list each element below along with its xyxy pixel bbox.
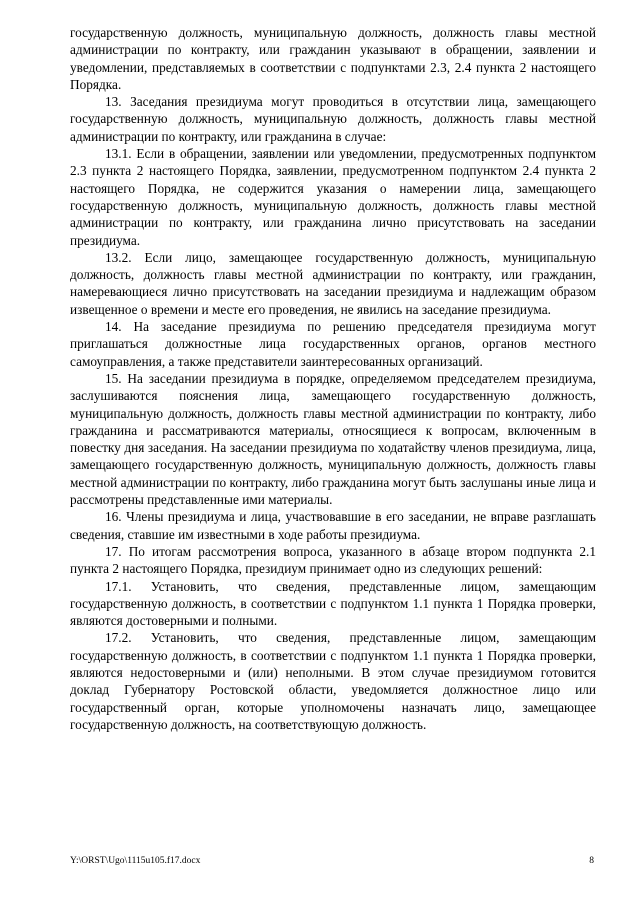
paragraph-17: 17. По итогам рассмотрения вопроса, указанного в абзаце втором подпункта 2.1 пункта 2 настоящего Порядка, президиум принимает одно из следующих решений:	[70, 543, 596, 577]
paragraph-17-1: 17.1. Установить, что сведения, представленные лицом, замещающим государственную должность, в соответствии с подпунктом 1.1 пункта 1 Порядка проверки, являются достоверными и полными.	[70, 578, 596, 629]
paragraph-17-2: 17.2. Установить, что сведения, представленные лицом, замещающим государственную должность, в соответствии с подпунктом 1.1 пункта 1 Порядка проверки, являются недостоверными и (или) неполными. В этом случае президиумом готовится доклад Губернатору Ростовской области, уведомляется должностное лицо или государственный орган, которые уполномочены назначать лицо, замещающее государственную должность, на соответствующую должность.	[70, 630, 596, 732]
page-number: 8	[589, 856, 594, 866]
document-body	[70, 24, 596, 733]
paragraph-15: 15. На заседании президиума в порядке, определяемом председателем президиума, заслушиваются пояснения лица, замещающего государственную должность, муниципальную должность, должность главы местной администрации по контракту, либо гражданина и рассматриваются материалы, относящиеся к вопросам, включенным в повестку дня заседания. На заседании президиума по ходатайству членов президиума, лица, замещающего государственную должность, муниципальную должность, должность главы местной администрации по контракту, либо гражданина могут быть заслушаны иные лица и рассмотрены представленные ими материалы.	[70, 370, 596, 508]
paragraph-13: 13. Заседания президиума могут проводиться в отсутствии лица, замещающего государственную должность, муниципальную должность, должность главы местной администрации по контракту, или гражданина в случае:	[70, 94, 596, 144]
paragraph-14: 14. На заседание президиума по решению председателя президиума могут приглашаться должностные лица государственных органов, органов местного самоуправления, а также представители заинтересованных организаций.	[70, 319, 596, 369]
paragraph-13-2: 13.2. Если лицо, замещающее государственную должность, муниципальную должность, должность главы местной администрации по контракту, или гражданин, намеревающиеся лично присутствовать на заседании президиума и надлежащим образом извещенное о времени и месте его проведения, не явились на заседание президиума.	[70, 249, 596, 317]
paragraph-13-1: 13.1. Если в обращении, заявлении или уведомлении, предусмотренных подпунктом 2.3 пункта 2 настоящего Порядка, заявлении, предусмотренном подпунктом 2.4 пункта 2 настоящего Порядка, не содержится указания о намерении лица, замещающего государственную должность, муниципальную должность, должность главы местной администрации по контракту, или гражданина лично присутствовать на заседании президиума.	[70, 146, 596, 248]
paragraph-continuation: государственную должность, муниципальную должность, должность главы местной администрации по контракту, или гражданин указывают в обращении, заявлении и уведомлении, представляемых в соответствии с подпунктами 2.3, 2.4 пункта 2 настоящего Порядка.	[70, 25, 596, 92]
footer-file-path: Y:\ORST\Ugo\1115u105.f17.docx	[70, 856, 201, 866]
paragraph-16: 16. Члены президиума и лица, участвовавшие в его заседании, не вправе разглашать сведения, ставшие им известными в ходе работы президиума.	[70, 509, 596, 542]
